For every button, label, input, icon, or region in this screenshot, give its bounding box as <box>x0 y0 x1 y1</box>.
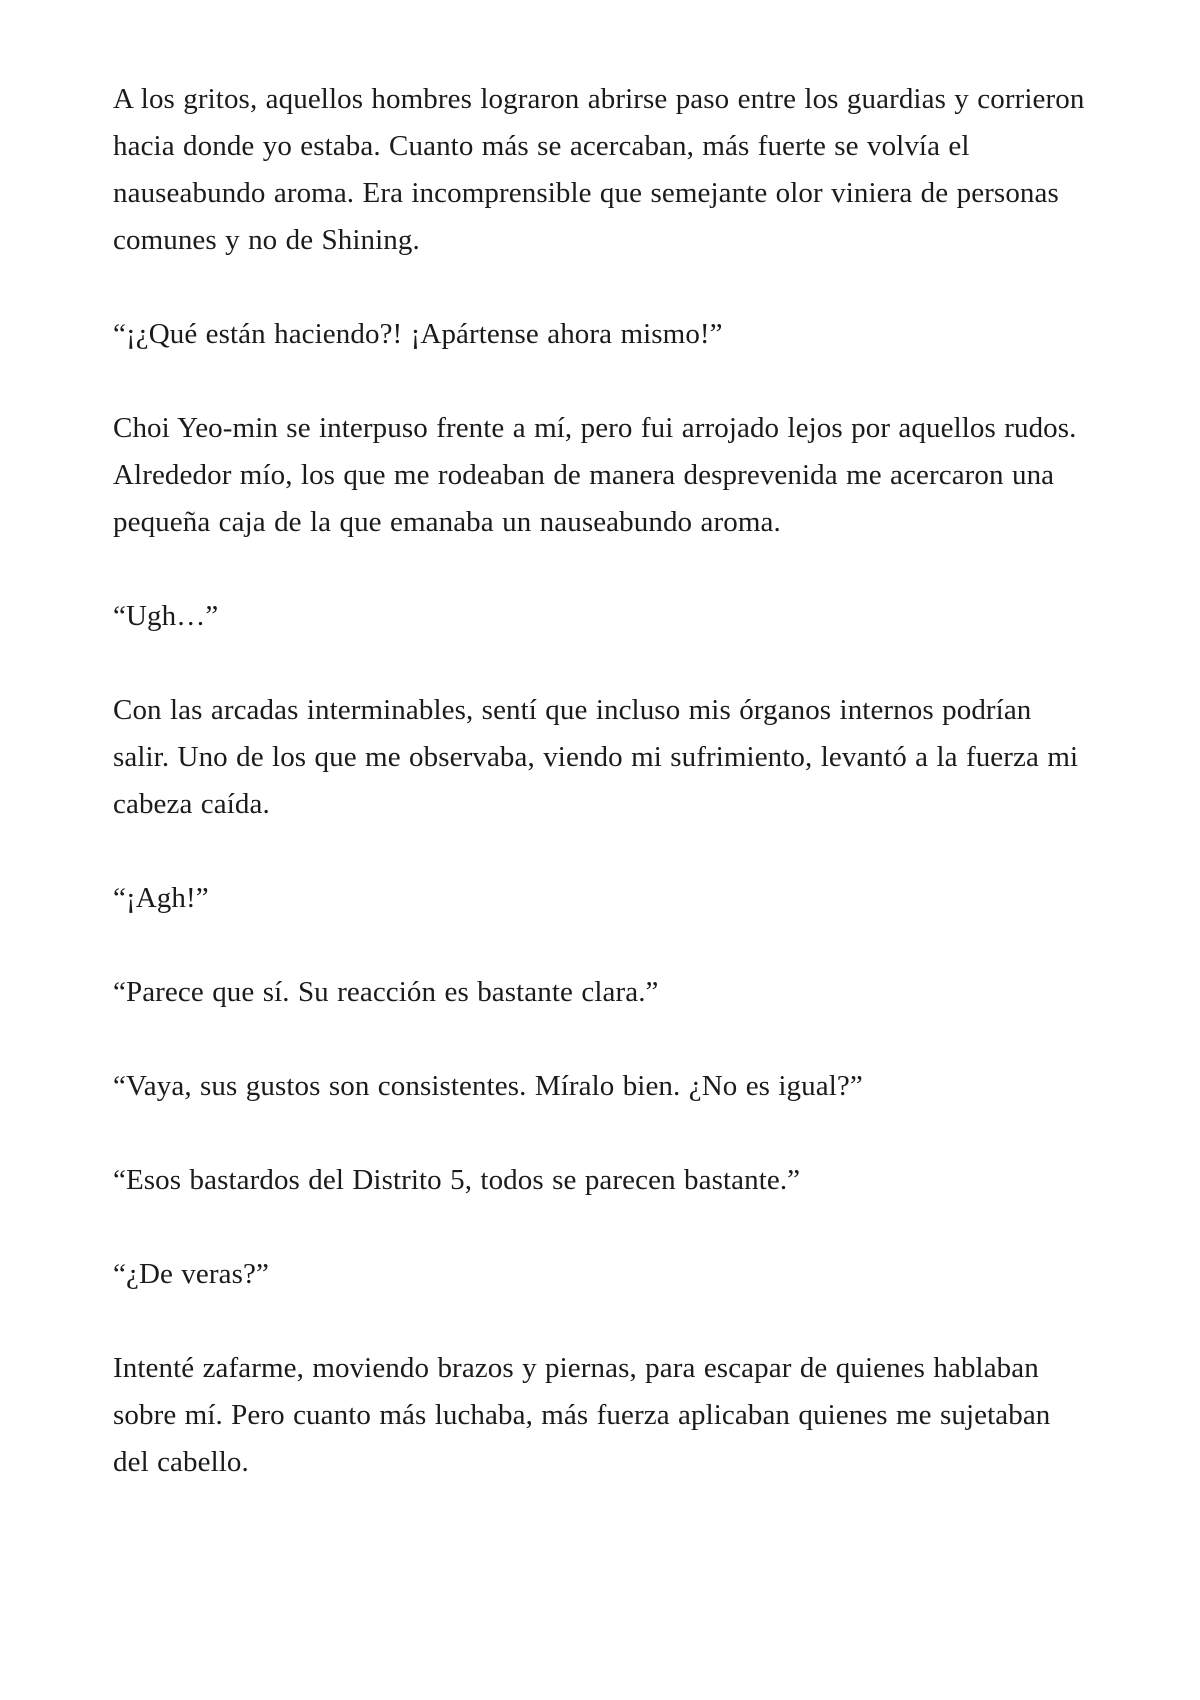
paragraph: A los gritos, aquellos hombres lograron abrirse paso entre los guardias y corrieron hacia donde yo estaba. Cuanto más se acercaban, más fuerte se volvía el nauseabundo aroma. Era incomprensible que semejante olor viniera de personas comunes y no de Shining. <box>113 83 1085 256</box>
paragraph: “Parece que sí. Su reacción es bastante clara.” <box>113 976 659 1008</box>
paragraph: “¿De veras?” <box>113 1258 269 1290</box>
paragraph: Choi Yeo-min se interpuso frente a mí, pero fui arrojado lejos por aquellos rudos. Alrededor mío, los que me rodeaban de manera desprevenida me acercaron una pequeña caja de la que emanaba un nauseabundo aroma. <box>113 412 1077 538</box>
paragraph: “Ugh…” <box>113 600 219 632</box>
paragraph: “¡¿Qué están haciendo?! ¡Apártense ahora mismo!” <box>113 318 723 350</box>
paragraph: “¡Agh!” <box>113 882 209 914</box>
paragraph: “Vaya, sus gustos son consistentes. Míralo bien. ¿No es igual?” <box>113 1070 863 1102</box>
paragraph: “Esos bastardos del Distrito 5, todos se parecen bastante.” <box>113 1164 801 1196</box>
text-body <box>113 76 1092 1486</box>
paragraph: Con las arcadas interminables, sentí que incluso mis órganos internos podrían salir. Uno de los que me observaba, viendo mi sufrimiento, levantó a la fuerza mi cabeza caída. <box>113 694 1079 820</box>
paragraph: Intenté zafarme, moviendo brazos y piernas, para escapar de quienes hablaban sobre mí. Pero cuanto más luchaba, más fuerza aplicaban quienes me sujetaban del cabello. <box>113 1352 1051 1478</box>
